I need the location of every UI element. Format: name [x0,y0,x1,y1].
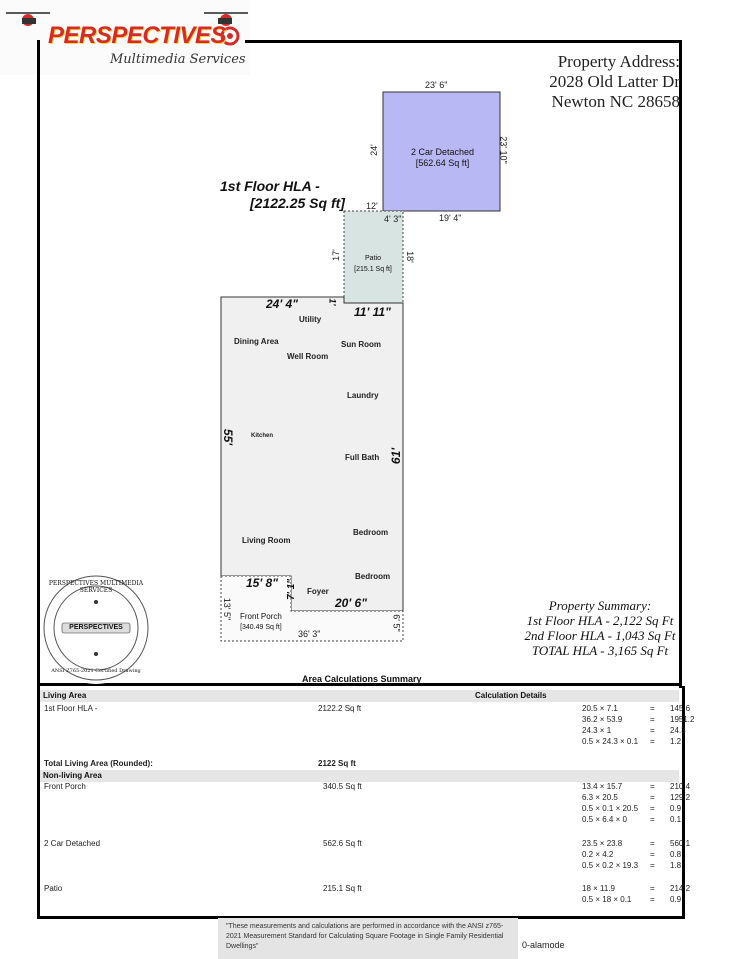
patio-dim-left: 17' [330,249,341,261]
calc-result: 1.2 [670,737,682,746]
calc-expr: 13.4 × 15.7 [582,782,623,791]
calc-eq: = [650,895,655,904]
total-living-label: Total Living Area (Rounded): [44,759,153,768]
porch-dim-right: 6' 5" [391,614,402,632]
address-city: Newton NC 28658 [551,92,680,111]
certification-seal [40,572,152,684]
total-living-value: 2122 Sq ft [318,759,356,768]
garage-calcs [582,839,690,872]
calc-expr: 36.2 × 53.9 [582,715,623,724]
porch-dim-left: 13' 5" [222,597,233,621]
calc-expr: 0.2 × 4.2 [582,850,614,859]
calc-details-label: Calculation Details [475,691,547,700]
house-dim-1: 1' [327,298,338,306]
calc-title: Area Calculations Summary [302,674,422,684]
summary-line-2: 2nd Floor HLA - 1,043 Sq Ft [524,628,676,643]
floor1-name: 1st Floor HLA - [44,704,98,713]
house-dim-11: 11' 11" [354,305,391,319]
calc-row [582,793,690,804]
calc-eq: = [650,839,655,848]
garage-label [395,147,490,169]
calc-result: 1.8 [670,861,682,870]
software-credit: 0-alamode [522,940,565,950]
garage-dim-top: 23' 6" [425,80,448,90]
house-dim-left: 55' [221,428,236,446]
calc-result: 0.8 [670,850,682,859]
room-kitchen: Kitchen [251,433,274,439]
house-dim-top: 24' 4" [266,297,298,311]
patio-label [344,253,402,275]
porch-dim-top: 15' 8" [246,576,278,590]
calc-row [582,782,690,793]
calc-eq: = [650,737,655,746]
porch-label [240,611,282,633]
calc-expr: 23.5 × 23.8 [582,839,623,848]
calc-row [582,861,690,872]
living-area-header [40,690,679,702]
calc-result: 145.6 [670,704,691,713]
calc-result: 560.1 [670,839,691,848]
seal-top-text: PERSPECTIVES MULTIMEDIA SERVICES [48,580,144,594]
calc-row [582,737,694,748]
calc-row [582,704,694,715]
porch-calc-area: 340.5 Sq ft [323,782,362,791]
calc-eq: = [650,715,655,724]
calc-expr: 18 × 11.9 [582,884,615,893]
room-utility: Utility [299,315,322,324]
floor1-calcs [582,704,694,748]
floor1-area: 2122.2 Sq ft [318,704,362,713]
summary-line-3: TOTAL HLA - 3,165 Sq Ft [531,643,669,658]
calc-result: 129.2 [670,793,691,802]
calc-eq: = [650,793,655,802]
calc-eq: = [650,726,655,735]
nonliving-header [40,770,679,782]
garage-calc-area: 562.6 Sq ft [323,839,362,848]
summary-line-1: 1st Floor HLA - 2,122 Sq Ft [526,613,674,628]
calc-expr: 0.5 × 18 × 0.1 [582,895,632,904]
floor-hla-label [220,178,345,212]
porch-area: [340.49 Sq ft] [240,624,282,631]
logo-subtitle: Multimedia Services [110,52,246,67]
calc-eq: = [650,782,655,791]
calc-expr: 0.5 × 0.1 × 20.5 [582,804,639,813]
room-bedroom-1: Bedroom [353,528,389,537]
porch-calcs [582,782,690,826]
garage-dim-right: 23' 10" [498,136,509,164]
calc-expr: 24.3 × 1 [582,726,612,735]
garage-name: 2 Car Detached [410,147,475,157]
calc-result: 24.3 [670,726,686,735]
calc-expr: 0.5 × 0.2 × 19.3 [582,861,639,870]
living-area-label: Living Area [43,691,87,700]
calc-eq: = [650,884,655,893]
room-foyer: Foyer [307,587,329,596]
property-summary [490,598,710,658]
calc-eq: = [650,815,655,824]
patio-dim-right: 18' [404,251,415,263]
calc-eq: = [650,850,655,859]
room-bedroom-2: Bedroom [355,572,391,581]
seal-bottom-text: ANSI Z765-2021 Certified Drawing [51,668,141,674]
garage-dim-bottom: 19' 4" [439,213,462,223]
address-heading: Property Address: [557,52,680,71]
patio-dim-top: 4' 3" [384,214,402,224]
calc-result: 0.1 [670,815,682,824]
calc-result: 1951.2 [670,715,695,724]
calc-eq: = [650,704,655,713]
nonliving-label: Non-living Area [43,771,102,780]
calc-row [582,884,690,895]
logo-title: PERSPECTIVES [48,22,227,49]
floor-hla-title: 1st Floor HLA - [220,178,320,194]
seal-center-text: PERSPECTIVES [69,624,123,631]
patio-calc-name: Patio [44,884,63,893]
garage-area: [562.64 Sq ft] [415,158,470,168]
calc-eq: = [650,861,655,870]
porch-dim-bottom: 36' 3" [298,629,321,639]
ansi-footnote: "These measurements and calculations are performed in accordance with the ANSI z765-2021 Measurement Standard for Calculating Square Footage in Single Family Residential Dwellings" [218,918,518,959]
address-street: 2028 Old Latter Dr [549,72,680,91]
calc-row [582,715,694,726]
calc-expr: 0.5 × 24.3 × 0.1 [582,737,639,746]
porch-calc-name: Front Porch [44,782,86,791]
room-fullbath: Full Bath [345,453,380,462]
room-dining: Dining Area [234,337,279,346]
room-laundry: Laundry [347,391,379,400]
house-dim-7: 7' 1" [286,578,298,601]
calc-result: 0.9 [670,804,682,813]
calc-expr: 6.3 × 20.5 [582,793,618,802]
room-sunroom: Sun Room [341,340,381,349]
house-dim-right: 61' [389,447,404,465]
calc-row [582,815,690,826]
patio-calcs [582,884,690,906]
calc-result: 0.9 [670,895,682,904]
garage-dim-left: 24' [368,144,379,156]
room-living: Living Room [242,536,291,545]
patio-name: Patio [365,255,381,262]
floor-hla-area: [2122.25 Sq ft] [250,195,345,211]
garage-dim-12: 12' [366,201,378,211]
calc-result: 214.2 [670,884,691,893]
calc-expr: 0.5 × 6.4 × 0 [582,815,627,824]
room-wellroom: Well Room [287,352,329,361]
calc-eq: = [650,804,655,813]
calc-result: 210.4 [670,782,691,791]
calc-expr: 20.5 × 7.1 [582,704,618,713]
summary-title: Property Summary: [548,598,652,613]
calc-row [582,850,690,861]
patio-area: [215.1 Sq ft] [354,266,392,273]
calc-row [582,839,690,850]
porch-name: Front Porch [240,612,282,621]
house-dim-20: 20' 6" [335,596,367,610]
patio-calc-area: 215.1 Sq ft [323,884,362,893]
calc-row [582,895,690,906]
garage-calc-name: 2 Car Detached [44,839,101,848]
calc-row [582,726,694,737]
calc-row [582,804,690,815]
